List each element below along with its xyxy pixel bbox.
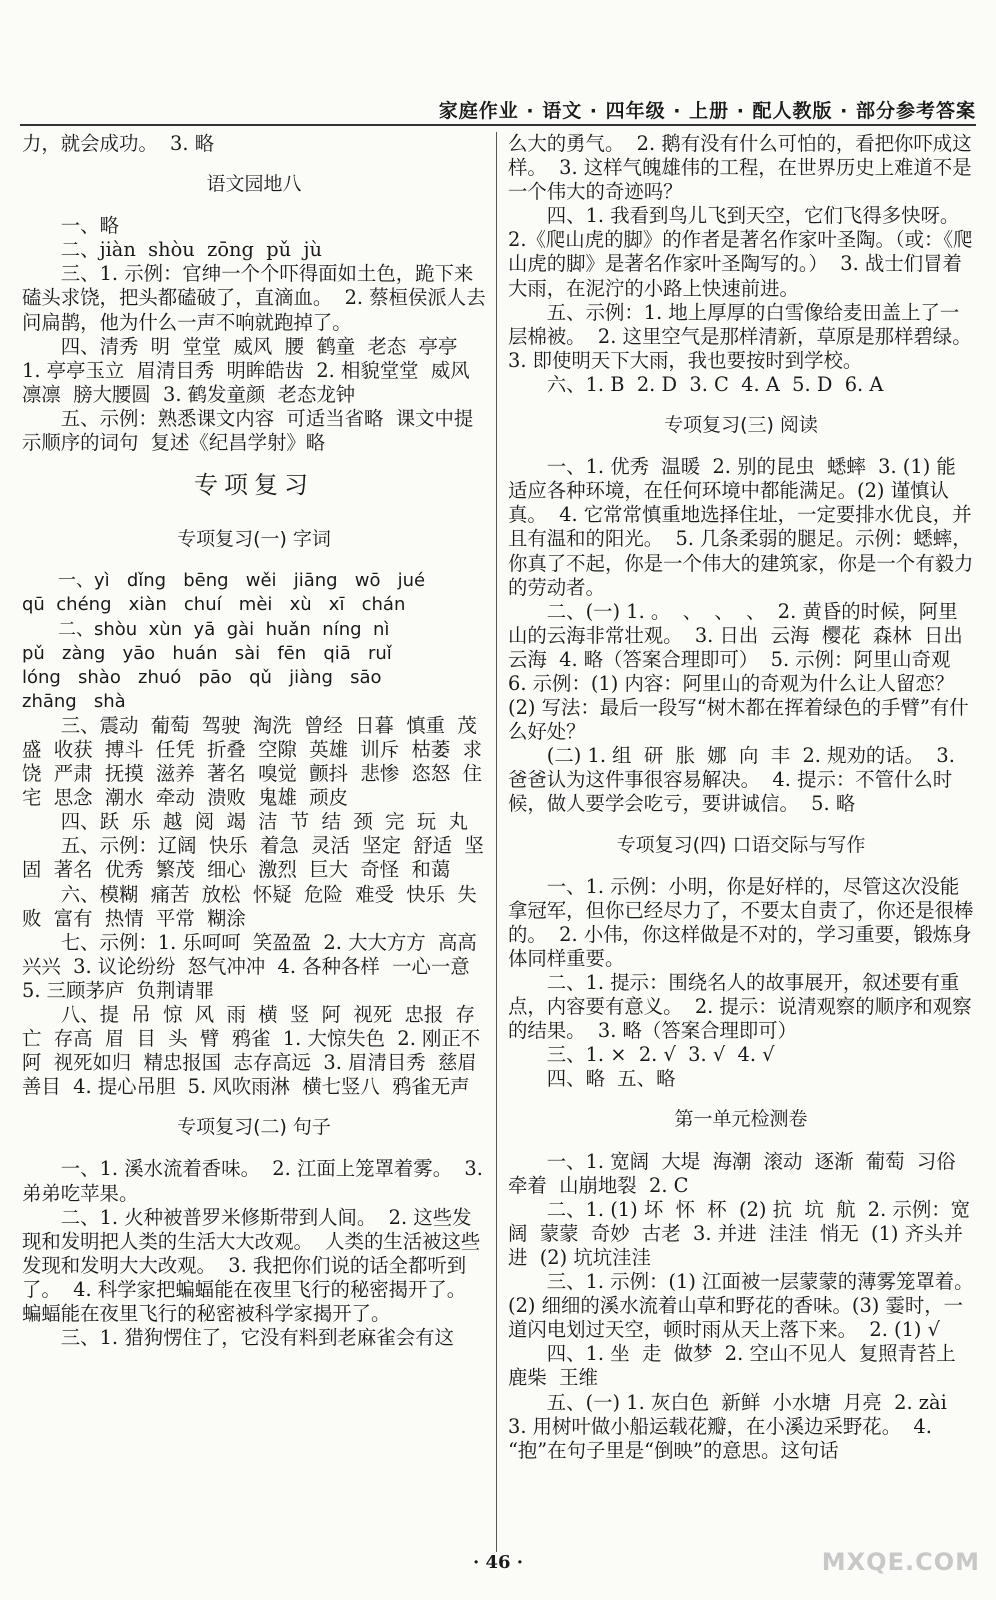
answer-line: 三、1. 示例：官绅一个个吓得面如土色，跪下来磕头求饶，把头都磕破了，直滴血。 2. 蔡桓侯派人去问扁鹊，他为什么一声不响就跑掉了。 (22, 262, 486, 334)
answer-line: 二、1. 提示：围绕名人的故事展开，叙述要有重点，内容要有意义。 2. 提示：说清观察的顺序和观察的结果。 3. 略（答案合理即可） (508, 971, 972, 1043)
answer-line: 五、(一) 1. 灰白色 新鲜 小水塘 月亮 2. zài 3. 用树叶做小船运载花瓣，在小溪边采野花。 4. “抱”在句子里是“倒映”的意思。这句话 (508, 1390, 960, 1462)
answer-line: (二) 1. 组 研 胀 娜 向 丰 2. 规劝的话。 3. 爸爸认为这件事很容易解决。 4. 提示：不管什么时候，做人要学会吃亏，要讲诚信。 5. 略 (508, 744, 962, 816)
pinyin-line: lóng shào zhuó pāo qǔ jiàng sāo (22, 666, 382, 688)
right-column (508, 132, 984, 1463)
answer-line: 一、1. 优秀 温暖 2. 别的昆虫 蟋蟀 3. (1) 能适应各种环境，在任何环境中都能满足。(2) 谨慎认真。 4. 它常常慎重地选择住址，一定要排水优良，并且有温和的阳光。 5. 几条柔弱的腿足。示例：蟋蟀，你真了不起，你是一个伟大的建筑家，你是一个有毅力的劳动者。 (508, 455, 974, 599)
watermark-logo: MXQE.COM (821, 1548, 980, 1576)
answer-line: 五、示例：熟悉课文内容 可适当省略 课文中提示顺序的词句 复述《纪昌学射》略 (22, 406, 474, 455)
page-number: · 46 · (472, 1552, 524, 1573)
answer-line: 二、jiàn shòu zōng pǔ jù (60, 238, 322, 262)
pinyin-line: 一、yì dǐng bēng wěi jiāng wō jué (58, 570, 426, 592)
answer-line: 力，就会成功。 3. 略 (22, 132, 215, 155)
answer-line: 三、震动 葡萄 驾驶 淘洗 曾经 日暮 慎重 茂盛 收获 搏斗 任凭 折叠 空隙 英雄 训斥 枯萎 求饶 严肃 抚摸 滋养 著名 嗅觉 颤抖 悲惨 恣怒 住宅 思念 潮水 牵动 溃败 鬼雄 顽皮 (22, 713, 482, 810)
pinyin-line: pǔ zàng yāo huán sài fēn qiā ruǐ (22, 642, 392, 664)
answer-line: 四、清秀 明 堂堂 威风 腰 鹤童 老态 亭亭 1. 亭亭玉立 眉清目秀 明眸皓齿 2. 相貌堂堂 威风凛凛 膀大腰圆 3. 鹤发童颜 老态龙钟 (22, 334, 470, 406)
column-divider (496, 132, 497, 1552)
answer-line: 四、1. 我看到鸟儿飞到天空，它们飞得多快呀。 2.《爬山虎的脚》的作者是著名作家叶圣陶。（或：《爬山虎的脚》是著名作家叶圣陶写的。） 3. 战士们冒着大雨，在泥泞的小路上快速前进。 (508, 204, 973, 300)
answer-line: 么大的勇气。 2. 鹅有没有什么可怕的，看把你吓成这样。 3. 这样气魄雄伟的工程，在世界历史上难道不是一个伟大的奇迹吗？ (508, 132, 972, 204)
pinyin-line: qū chéng xiàn chuí mèi xù xī chán (22, 594, 406, 616)
section-title: 专项复习(一) 字词 (177, 528, 331, 551)
section-title: 专项复习(二) 句子 (177, 1116, 331, 1139)
answer-line: 六、模糊 痛苦 放松 怀疑 危险 难受 快乐 失败 富有 热情 平常 糊涂 (22, 882, 477, 930)
section-title: 专项复习(三) 阅读 (664, 414, 818, 437)
answer-line: 二、1. (1) 坏 怀 杯 (2) 抗 坑 航 2. 示例：宽阔 蒙蒙 奇妙 古老 3. 并进 洼洼 悄无 (1) 齐头并进 (2) 坑坑洼洼 (508, 1197, 971, 1269)
chapter-title: 专项复习 (194, 471, 314, 500)
answer-line: 二、1. 火种被普罗米修斯带到人间。 2. 这些发现和发明把人类的生活大大改观。 人类的生活被这些发现和发明大大改观。 3. 我把你们说的话全都听到了。 4. 科学家把蝙蝠能在夜里飞行的秘密揭开了。 蝙蝠能在夜里飞行的秘密被科学家揭开了。 (22, 1205, 481, 1326)
answer-line: 一、1. 溪水流着香味。 2. 江面上笼罩着雾。 3. 弟弟吃苹果。 (22, 1157, 490, 1205)
answer-line: 四、跃 乐 越 阅 竭 洁 节 结 颈 完 玩 丸 (60, 810, 468, 834)
answer-line: 六、1. B 2. D 3. C 4. A 5. D 6. A (546, 372, 884, 396)
answer-line: 五、示例：1. 地上厚厚的白雪像给麦田盖上了一层棉被。 2. 这里空气是那样清新，草原是那样碧绿。 3. 即使明天下大雨，我也要按时到学校。 (508, 300, 984, 372)
answer-line: 八、提 吊 惊 风 雨 横 竖 阿 视死 忠报 存亡 存高 眉 目 头 臂 鸦雀 1. 大惊失色 2. 刚正不阿 视死如归 精忠报国 志存高远 3. 眉清目秀 慈眉善目 4. 提心吊胆 5. 风吹雨淋 横七竖八 鸦雀无声 (22, 1003, 481, 1099)
section-title: 专项复习(四) 口语交际与写作 (616, 833, 866, 856)
answer-line: 三、1. 猎狗愣住了，它没有料到老麻雀会有这 (60, 1326, 454, 1350)
section-title: 语文园地八 (206, 173, 302, 196)
section-title: 第一单元检测卷 (674, 1108, 808, 1131)
answer-line: 四、1. 坐 走 做梦 2. 空山不见人 复照青苔上 鹿柴 王维 (508, 1342, 969, 1390)
answer-line: 七、示例：1. 乐呵呵 笑盈盈 2. 大大方方 高高兴兴 3. 议论纷纷 怒气冲冲 4. 各种各样 一心一意 5. 三顾茅庐 负荆请罪 (22, 930, 482, 1002)
answer-line: 五、示例：辽阔 快乐 着急 灵活 坚定 舒适 坚固 著名 优秀 繁茂 细心 激烈 巨大 奇怪 和蔼 (22, 834, 484, 882)
pinyin-line: 二、shòu xùn yā gài huǎn níng nì (58, 618, 390, 640)
answer-line: 二、(一) 1. 。 、 、 、 2. 黄昏的时候，阿里山的云海非常壮观。 3. 日出 云海 樱花 森林 日出 云海 4. 略（答案合理即可） 5. 示例：阿里山奇观 6. 示例：(1) 内容：阿里山的奇观为什么让人留恋？(2) 写法：最后一段写“树木都在挥着绿色的手臂”有什么好处？ (508, 599, 976, 744)
header-rule (20, 124, 976, 126)
page-header: 家庭作业 · 语文 · 四年级 · 上册 · 配人教版 · 部分参考答案 (438, 100, 976, 122)
answer-line: 三、1. 示例：(1) 江面被一层蒙蒙的薄雾笼罩着。(2) 细细的溪水流着山草和野花的香味。(3) 霎时，一道闪电划过天空，顿时雨从天上落下来。 2. (1) √ (508, 1270, 974, 1342)
answer-line: 一、略 (60, 214, 119, 238)
answer-line: 一、1. 示例：小明，你是好样的，尽管这次没能拿冠军，但你已经尽力了，不要太自责了，你还是很棒的。 2. 小伟，你这样做是不对的，学习重要，锻炼身体同样重要。 (508, 874, 974, 970)
pinyin-line: zhāng shà (22, 690, 126, 712)
answer-line: 一、1. 宽阔 大堤 海潮 滚动 逐渐 葡萄 习俗 牵着 山崩地裂 2. C (508, 1149, 969, 1197)
answer-line: 四、略 五、略 (546, 1067, 676, 1091)
answer-line: 三、1. × 2. √ 3. √ 4. √ (546, 1043, 775, 1067)
left-column (22, 132, 490, 1350)
